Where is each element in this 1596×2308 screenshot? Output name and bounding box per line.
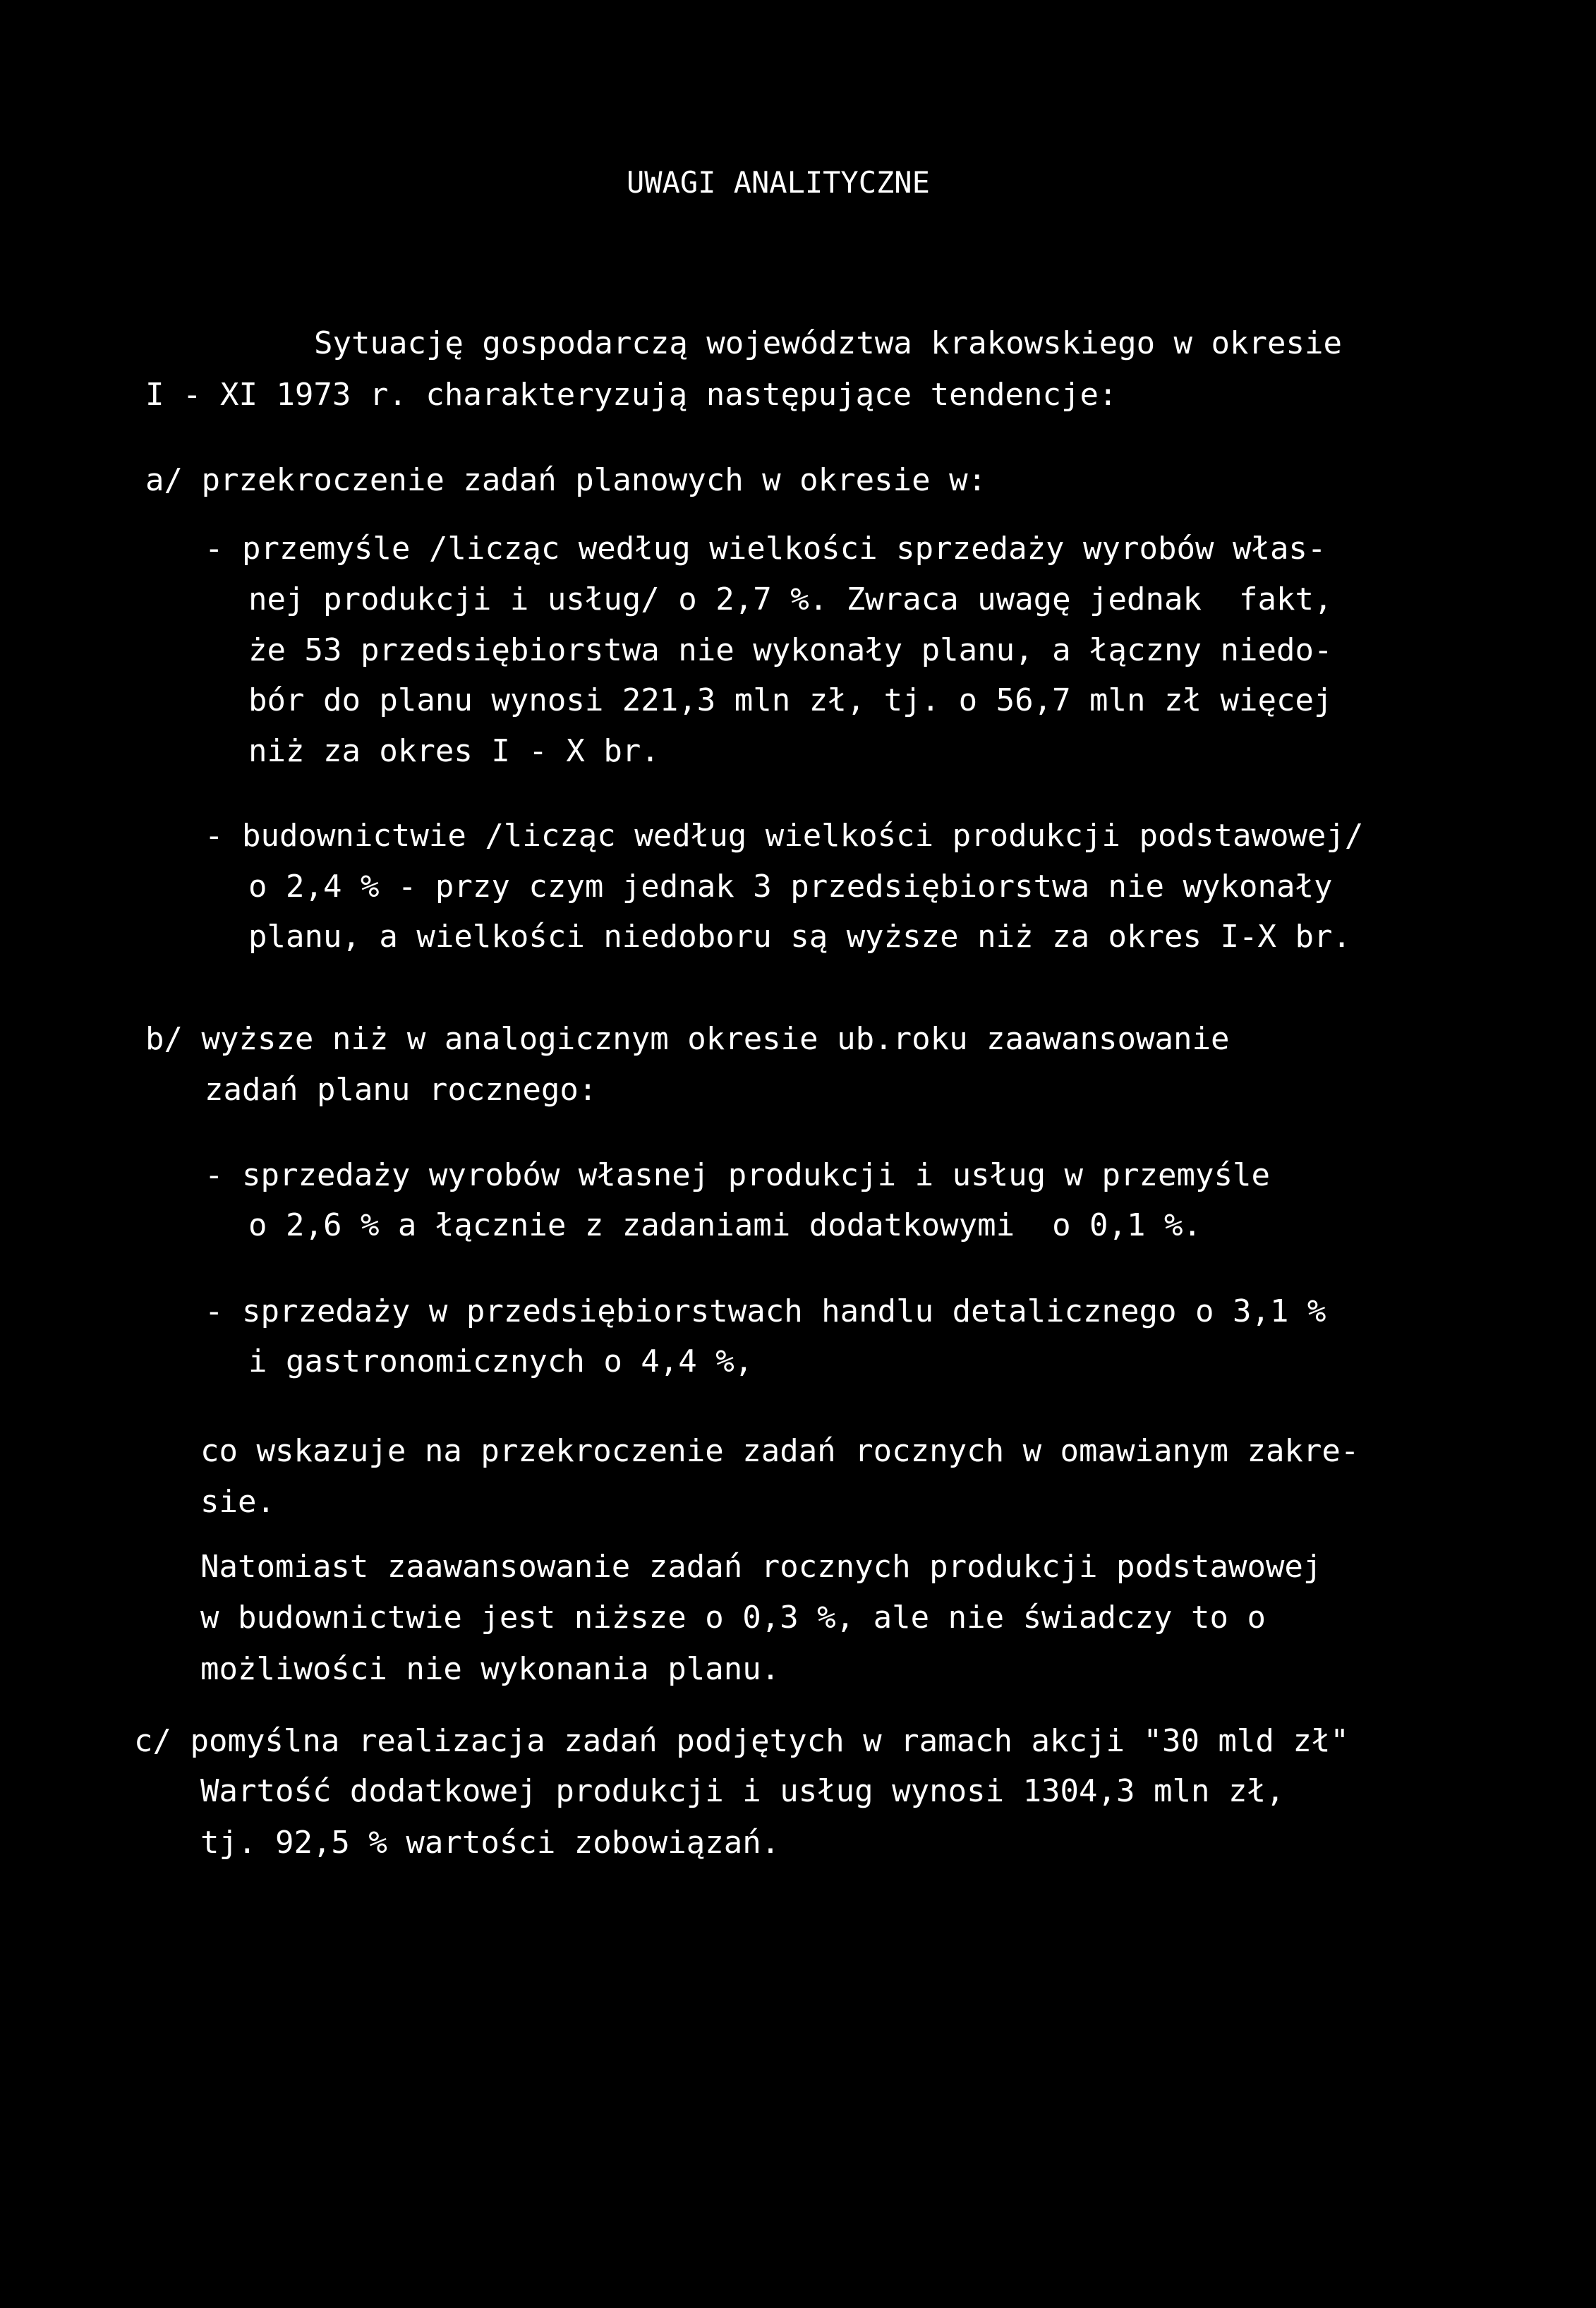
section-b-note-line-2: w budownictwie jest niższe o 0,3 %, ale nie świadczy to o — [200, 1600, 1266, 1636]
section-c-line-3: tj. 92,5 % wartości zobowiązań. — [200, 1825, 780, 1861]
section-b-conclusion-line-1: co wskazuje na przekroczenie zadań rocznych w omawianym zakre- — [200, 1433, 1360, 1469]
section-c-line-1: c/ pomyślna realizacja zadań podjętych w ramach akcji "30 mld zł" — [134, 1723, 1349, 1759]
section-a-heading: a/ przekroczenie zadań planowych w okresie w: — [145, 462, 987, 498]
section-b-heading-line-2: zadań planu rocznego: — [205, 1072, 598, 1108]
section-b-conclusion-line-2: sie. — [200, 1484, 275, 1520]
section-a-item1-line-3: że 53 przedsiębiorstwa nie wykonały planu, a łączny niedo- — [248, 632, 1333, 668]
section-a-item1-line-4: bór do planu wynosi 221,3 mln zł, tj. o 56,7 mln zł więcej — [248, 682, 1333, 718]
intro-line-1: Sytuację gospodarczą województwa krakowskiego w okresie — [314, 325, 1342, 361]
section-b-item1-line-2: o 2,6 % a łącznie z zadaniami dodatkowymi o 0,1 %. — [248, 1207, 1202, 1243]
section-a-item2-line-2: o 2,4 % - przy czym jednak 3 przedsiębiorstwa nie wykonały — [248, 869, 1333, 905]
section-b-item2-line-2: i gastronomicznych o 4,4 %, — [248, 1343, 754, 1379]
section-a-item1-line-2: nej produkcji i usług/ o 2,7 %. Zwraca uwagę jednak fakt, — [248, 581, 1333, 617]
section-c-line-2: Wartość dodatkowej produkcji i usług wynosi 1304,3 mln zł, — [200, 1773, 1285, 1809]
section-b-note-line-1: Natomiast zaawansowanie zadań rocznych produkcji podstawowej — [200, 1549, 1322, 1585]
section-a-item2-line-3: planu, a wielkości niedoboru są wyższe niż za okres I-X br. — [248, 919, 1351, 955]
section-a-item1-line-1: - przemyśle /licząc według wielkości sprzedaży wyrobów włas- — [205, 531, 1326, 567]
section-b-item1-line-1: - sprzedaży wyrobów własnej produkcji i usług w przemyśle — [205, 1157, 1270, 1193]
section-a-item1-line-5: niż za okres I - X br. — [248, 733, 660, 769]
section-a-item2-line-1: - budownictwie /licząc według wielkości produkcji podstawowej/ — [205, 818, 1364, 854]
section-b-note-line-3: możliwości nie wykonania planu. — [200, 1651, 780, 1687]
intro-line-2: I - XI 1973 r. charakteryzują następujące tendencje: — [145, 377, 1118, 413]
section-b-heading-line-1: b/ wyższe niż w analogicznym okresie ub.roku zaawansowanie — [145, 1021, 1230, 1057]
page-title: UWAGI ANALITYCZNE — [627, 165, 930, 200]
section-b-item2-line-1: - sprzedaży w przedsiębiorstwach handlu detalicznego o 3,1 % — [205, 1293, 1326, 1329]
